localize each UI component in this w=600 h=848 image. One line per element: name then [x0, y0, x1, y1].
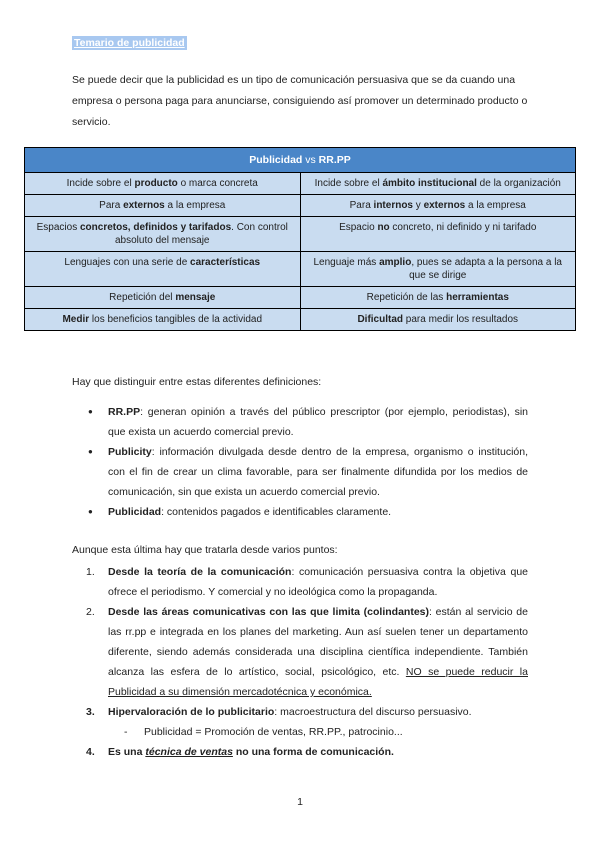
cell-publicidad: Para externos a la empresa: [25, 195, 301, 217]
comparison-table: [24, 147, 576, 331]
cell-publicidad: Incide sobre el producto o marca concreta: [25, 173, 301, 195]
header-publicidad: Publicidad: [249, 154, 303, 166]
list-item: ● Publicidad: contenidos pagados e identificables claramente.: [86, 502, 528, 522]
points-list: [86, 562, 528, 762]
table-row: [25, 173, 576, 195]
table-header: [25, 148, 576, 173]
cell-rrpp: Incide sobre el ámbito institucional de la organización: [300, 173, 576, 195]
table-header-row: [25, 148, 576, 173]
header-vs: vs: [305, 154, 316, 166]
header-rrpp: RR.PP: [318, 154, 351, 166]
table-row: [25, 309, 576, 331]
table-row: [25, 195, 576, 217]
list-item: 1. Desde la teoría de la comunicación: comunicación persuasiva contra la objetiva que ofrece el periodismo. Y comercial y no ideológica como la propaganda.: [86, 566, 529, 598]
cell-rrpp: Dificultad para medir los resultados: [300, 309, 576, 331]
sub-list-item: - Publicidad = Promoción de ventas, RR.PP., patrocinio...: [124, 726, 403, 738]
intro-paragraph: Se puede decir que la publicidad es un tipo de comunicación persuasiva que se da cuando una empresa o persona paga para anunciarse, consiguiendo así promover un determinado producto o servicio.: [72, 74, 528, 128]
cell-publicidad: Repetición del mensaje: [25, 287, 301, 309]
table-row: [25, 252, 576, 287]
cell-publicidad: Espacios concretos, definidos y tarifados. Con control absoluto del mensaje: [25, 217, 301, 252]
list-item: ● Publicity: información divulgada desde dentro de la empresa, organismo o institución, con el fin de crear un clima favorable, para ser finalmente difundida por los medios de comunicación, sin que exista un acuerdo comercial previo.: [86, 442, 528, 502]
definitions-lead: Hay que distinguir entre estas diferentes definiciones:: [72, 376, 322, 388]
page-number: 1: [297, 796, 303, 808]
list-item: 2. Desde las áreas comunicativas con las que limita (colindantes): están al servicio de las rr.pp e integrada en los planes del marketing. Aun así suelen tener un departamento diferente, siendo además considerada una disciplina científica independiente. También alcanza las esfera de lo artístico, social, psicológico, etc. NO se puede reducir la Publicidad a su dimensión mercadotécnica y económica.: [86, 606, 528, 698]
points-lead: Aunque esta última hay que tratarla desde varios puntos:: [72, 544, 338, 556]
definitions-list: [86, 402, 528, 522]
table-row: [25, 217, 576, 252]
cell-publicidad: Medir los beneficios tangibles de la actividad: [25, 309, 301, 331]
list-item: ● RR.PP: generan opinión a través del público prescriptor (por ejemplo, periodistas), sin que exista un acuerdo comercial previo.: [86, 402, 528, 442]
cell-rrpp: Para internos y externos a la empresa: [300, 195, 576, 217]
list-item: 4. Es una técnica de ventas no una forma de comunicación.: [86, 746, 394, 758]
cell-rrpp: Lenguaje más amplio, pues se adapta a la persona a la que se dirige: [300, 252, 576, 287]
cell-publicidad: Lenguajes con una serie de características: [25, 252, 301, 287]
cell-rrpp: Repetición de las herramientas: [300, 287, 576, 309]
list-item: 3. Hipervaloración de lo publicitario: macroestructura del discurso persuasivo. - Publicidad = Promoción de ventas, RR.PP., patrocinio...: [86, 702, 528, 742]
cell-rrpp: Espacio no concreto, ni definido y ni tarifado: [300, 217, 576, 252]
table-row: [25, 287, 576, 309]
document-title: Temario de publicidad: [74, 37, 185, 49]
